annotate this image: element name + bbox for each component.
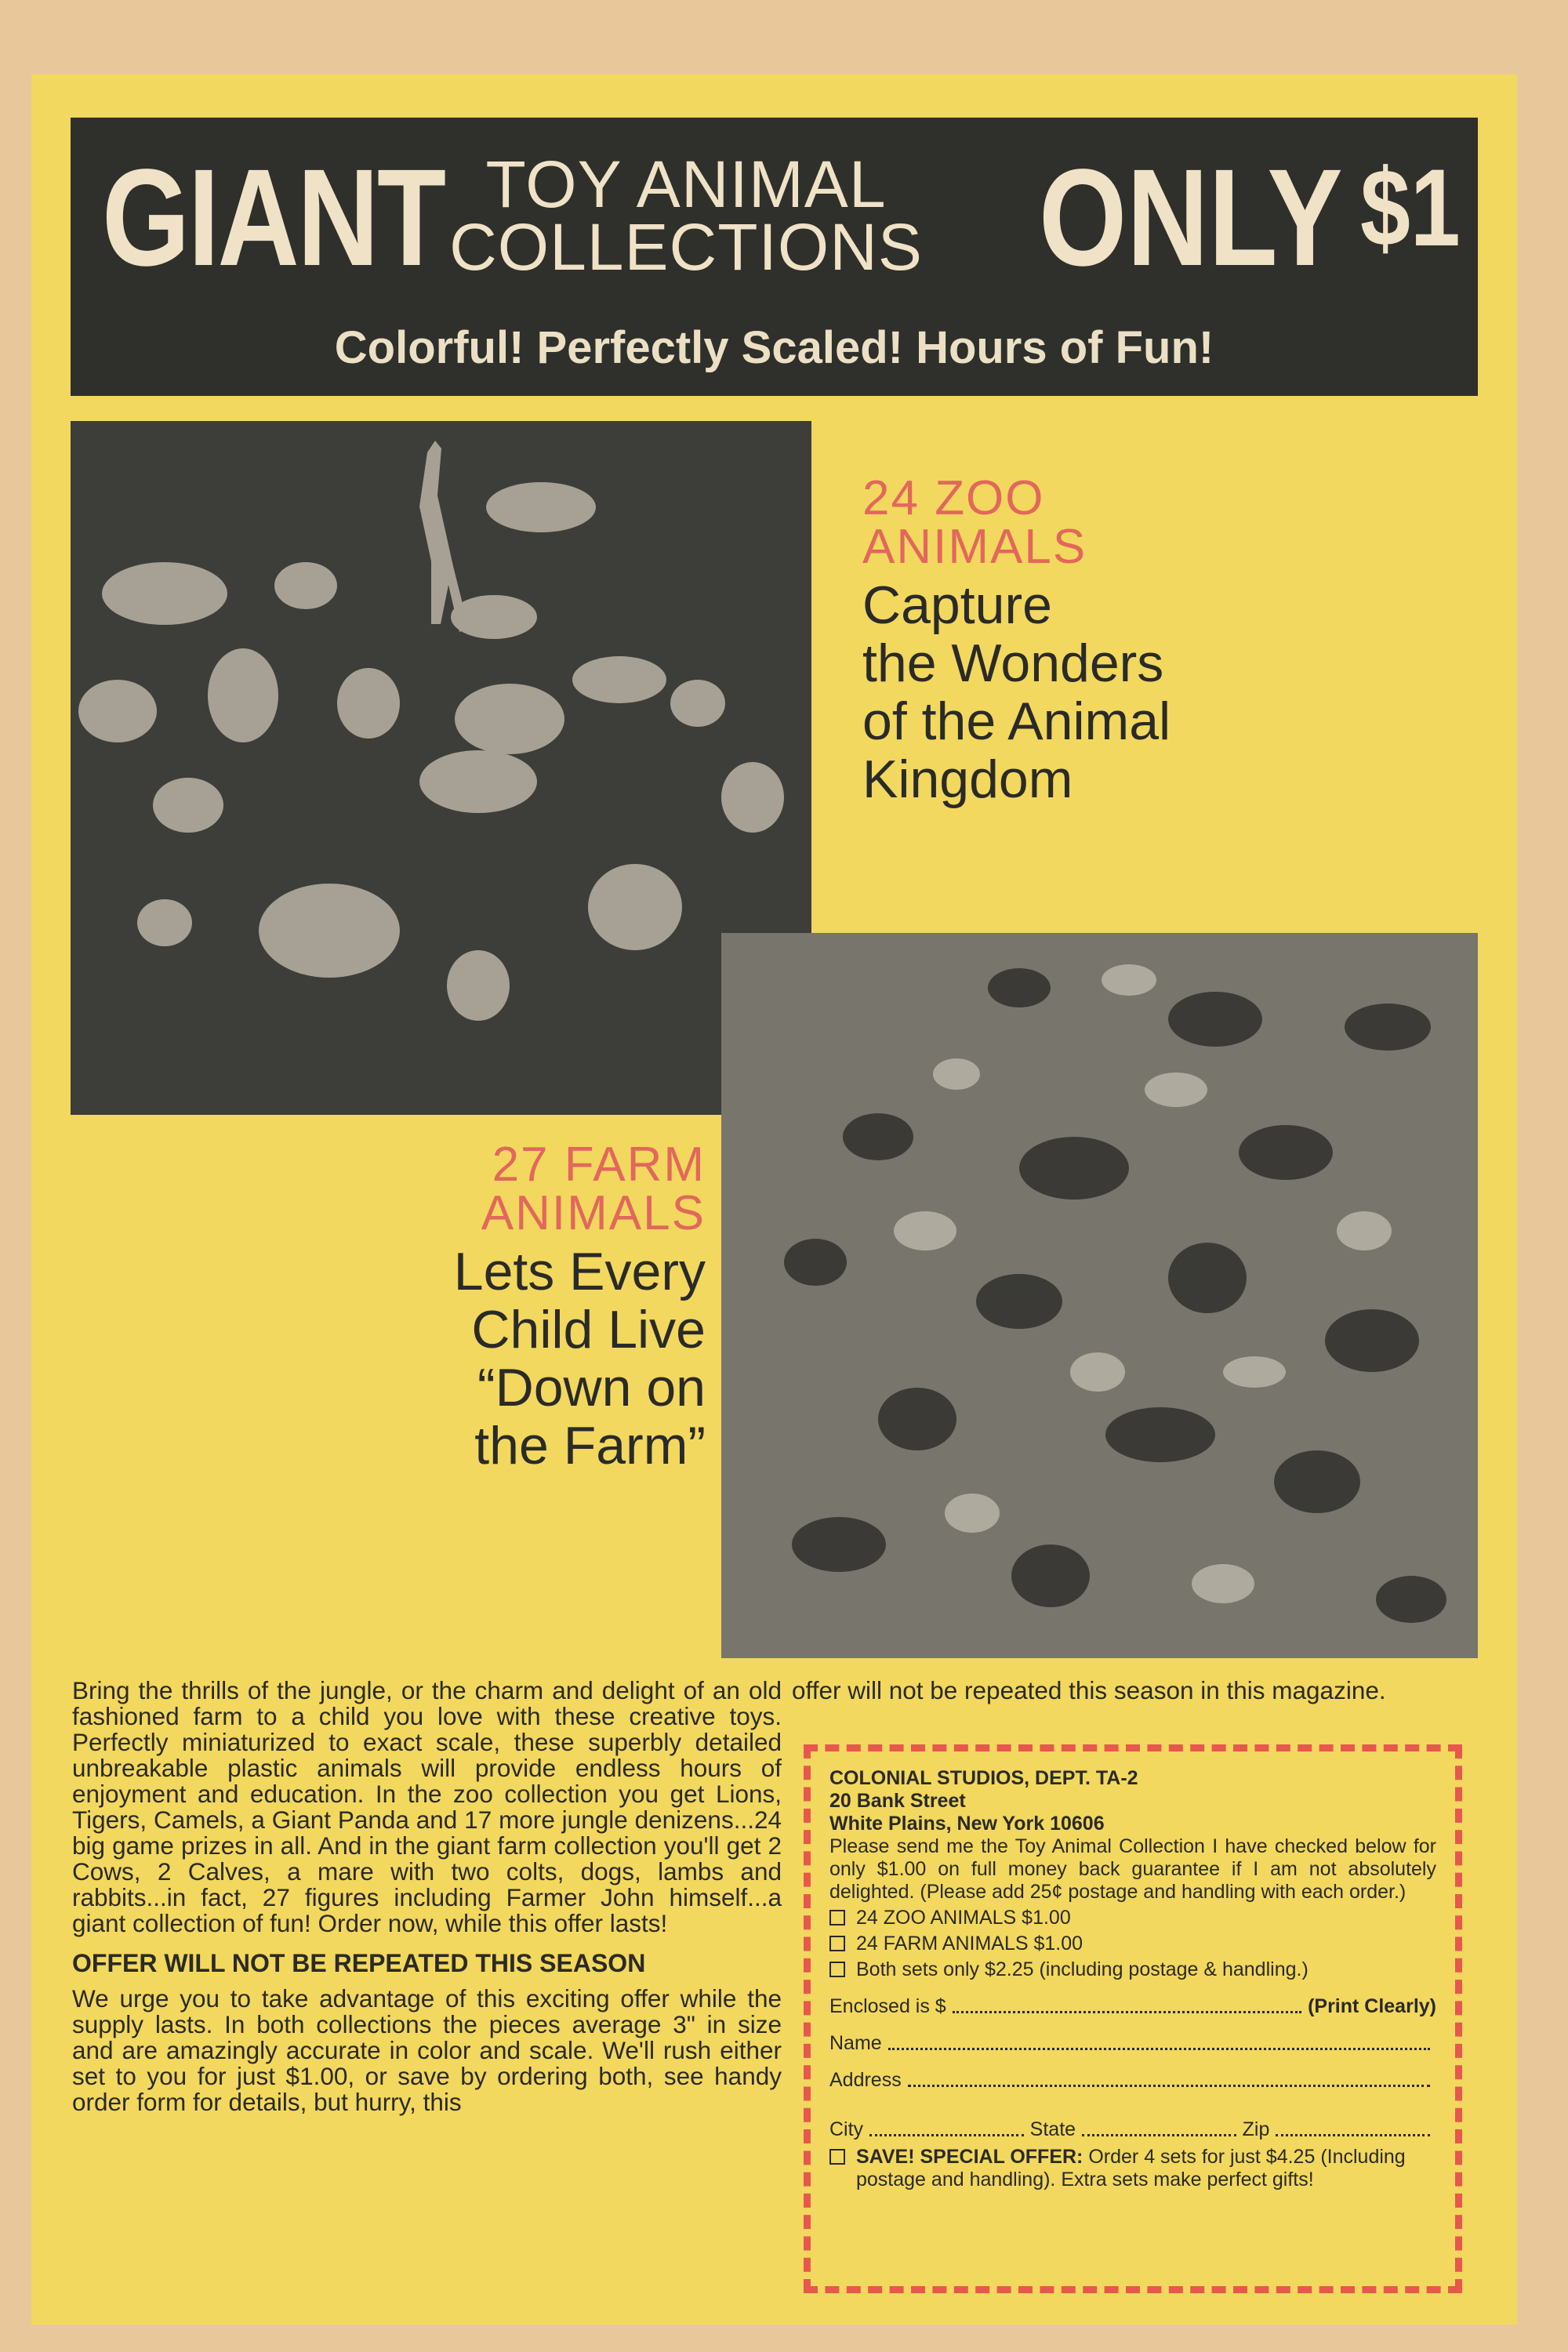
form-street: 20 Bank Street [829,1790,966,1812]
both-checkbox[interactable] [829,1962,845,1977]
zip-input-line[interactable] [1276,2118,1430,2136]
special-offer-checkbox[interactable] [829,2149,845,2165]
name-input-line[interactable] [888,2032,1430,2050]
farm-description [337,1243,706,1475]
zoo-checkbox[interactable] [829,1910,845,1926]
zoo-option-label: 24 ZOO ANIMALS $1.00 [856,1907,1071,1929]
body-column-left [72,1678,782,2115]
zoo-title-line2: ANIMALS [862,520,1087,574]
headline-toy-animal-collections [435,147,937,284]
special-offer-label: SAVE! SPECIAL OFFER: [856,2146,1083,2168]
name-field[interactable] [829,2032,1436,2055]
city-label: City [829,2118,864,2140]
both-option-label: Both sets only $2.25 (including postage & handling.) [856,1958,1308,1980]
headline-giant: GIANT [102,141,445,295]
body-paragraph-2: We urge you to take advantage of this exciting offer while the supply lasts. In both collections the pieces average 3" in size and are amazingly accurate in color and scale. We'll rush either set to you for just $1.00, or save by ordering both, see handy order form for details, but hurry, this [72,1984,782,2116]
enclosed-label: Enclosed is $ [829,1995,946,2017]
form-option-both[interactable] [829,1958,1436,1981]
farm-animals-photo [721,933,1478,1658]
headline-only: ONLY [1039,141,1343,295]
address-label: Address [829,2069,902,2091]
enclosed-input-line[interactable] [953,1995,1301,2013]
farm-desc-line3: “Down on [477,1358,706,1417]
farm-title-line1: 27 FARM [492,1138,706,1192]
farm-checkbox[interactable] [829,1936,845,1951]
header-tagline: Colorful! Perfectly Scaled! Hours of Fun! [334,322,1214,373]
zoo-animals-photo [71,421,811,1115]
zoo-desc-line1: Capture [862,575,1052,635]
special-offer-detail: Order 4 sets for just $4.25 (Including postage and handling). Extra sets make perfect gifts! [856,2146,1406,2190]
print-clearly-note: (Print Clearly) [1308,1995,1436,2017]
headline-collections: COLLECTIONS [449,210,923,284]
farm-feature-copy [337,1138,706,1475]
farm-desc-line1: Lets Every [453,1242,706,1301]
address-field[interactable] [829,2069,1436,2092]
farm-option-label: 24 FARM ANIMALS $1.00 [856,1933,1083,1955]
form-city-line: White Plains, New York 10606 [829,1813,1105,1835]
zip-label: Zip [1242,2118,1270,2140]
form-option-farm[interactable] [829,1933,1436,1955]
zoo-feature-copy [862,471,1411,809]
offer-heading: OFFER WILL NOT BE REPEATED THIS SEASON [72,1949,646,1977]
body-column-right [792,1678,1478,1704]
city-state-zip-field[interactable] [829,2118,1436,2141]
headline-toy-animal: TOY ANIMAL [485,147,887,221]
form-option-zoo[interactable] [829,1907,1436,1929]
enclosed-field[interactable] [829,1995,1436,2018]
zoo-title-line1: 24 ZOO [862,471,1045,525]
header-banner [71,118,1478,396]
farm-animals-illustration [721,933,1478,1658]
zoo-animals-illustration [71,421,811,1115]
state-input-line[interactable] [1082,2118,1236,2136]
city-input-line[interactable] [869,2118,1024,2136]
form-intro: Please send me the Toy Animal Collection I have checked below for only $1.00 on full money back guarantee if I am not absolutely delighted. (Please add 25¢ postage and handling with each order.) [829,1835,1436,1903]
form-company: COLONIAL STUDIOS, DEPT. TA-2 [829,1767,1138,1789]
name-label: Name [829,2032,882,2054]
farm-desc-line2: Child Live [471,1300,706,1359]
farm-title-line2: ANIMALS [481,1186,706,1240]
zoo-desc-line3: of the Animal [862,691,1171,751]
ad-page [31,74,1517,2325]
body-paragraph-2-cont: offer will not be repeated this season in this magazine. [792,1676,1386,1704]
zoo-description [862,576,1411,808]
farm-desc-line4: the Farm” [474,1416,706,1475]
body-paragraph-1: Bring the thrills of the jungle, or the charm and delight of an old fashioned farm to a child you love with these creative toys. Perfectly miniaturized to exact scale, these superbly detailed unbreakable plastic animals will provide endless hours of enjoyment and education. In the zoo collection you get Lions, Tigers, Camels, a Giant Panda and 17 more jungle denizens...24 big game prizes in all. And in the giant farm collection you'll get 2 Cows, 2 Calves, a mare with two colts, dogs, lambs and rabbits...in fact, 27 figures including Farmer John himself...a giant collection of fun! Order now, while this offer lasts! [72,1676,782,1937]
headline-price: $1 [1360,146,1461,269]
special-offer-text [856,2146,1436,2191]
address-input-line[interactable] [908,2069,1430,2087]
state-label: State [1029,2118,1076,2140]
zoo-desc-line4: Kingdom [862,750,1073,809]
special-offer[interactable] [829,2146,1436,2191]
order-form [804,1744,1462,2293]
zoo-desc-line2: the Wonders [862,633,1164,693]
